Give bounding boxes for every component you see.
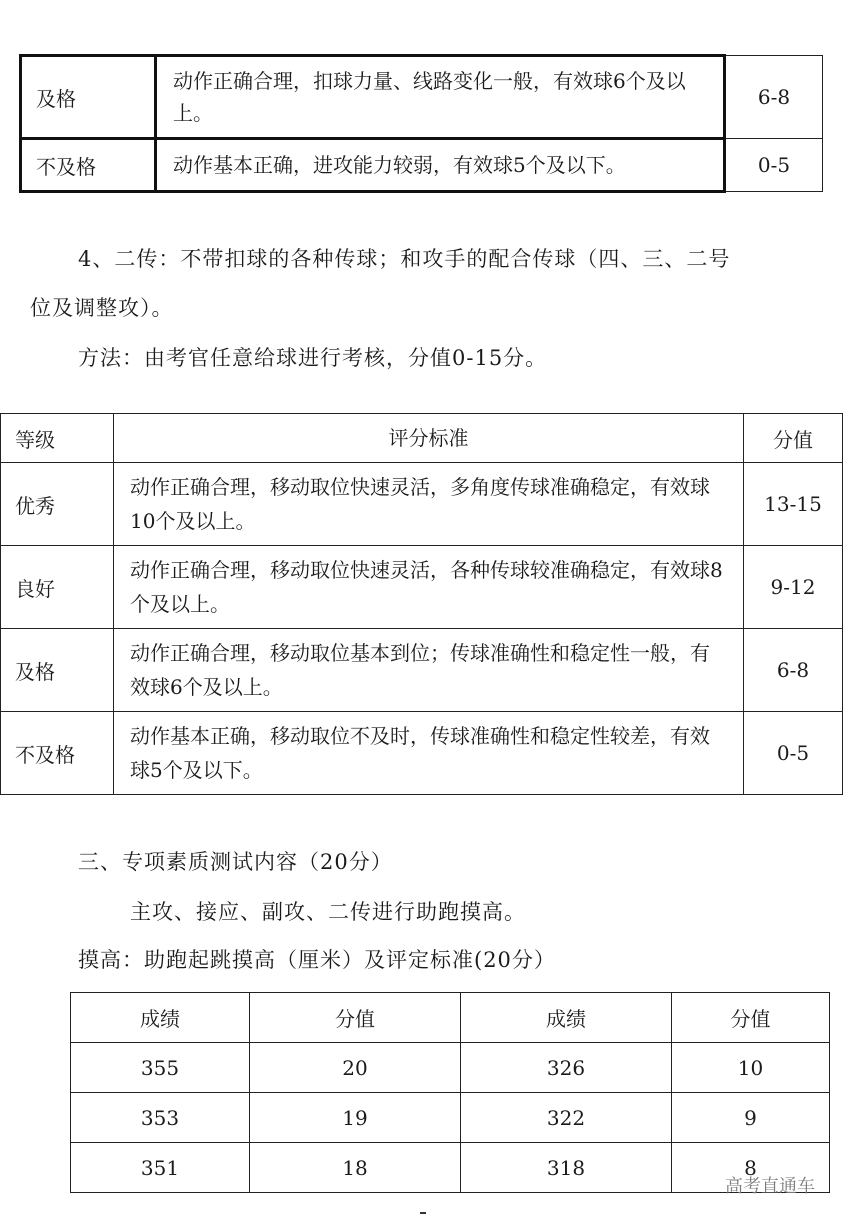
header-result: 成绩 [71, 993, 250, 1043]
cell-score: 9 [672, 1093, 830, 1143]
table-row [71, 1093, 830, 1143]
cell-result: 351 [71, 1143, 250, 1193]
grade-criteria: 动作正确合理，移动取位基本到位；传球准确性和稳定性一般，有效球6个及以上。 [114, 629, 744, 712]
grade-criteria: 动作正确合理，扣球力量、线路变化一般，有效球6个及以上。 [156, 56, 725, 139]
grade-criteria: 动作基本正确，移动取位不及时，传球准确性和稳定性较差，有效球5个及以下。 [114, 712, 744, 795]
header-level: 等级 [1, 414, 114, 463]
grade-level: 及格 [21, 56, 156, 139]
watermark-text: 高考直通车 [725, 1176, 815, 1197]
cell-score: 8 [672, 1143, 830, 1193]
table-row [1, 712, 843, 795]
table-row [71, 1143, 830, 1193]
table-row [1, 463, 843, 546]
table-row [21, 139, 823, 192]
grade-score: 6-8 [725, 56, 823, 139]
table-row [71, 1043, 830, 1093]
table-row [21, 56, 823, 139]
section3-title: 三、专项素质测试内容（20分） [78, 850, 393, 874]
grade-criteria: 动作正确合理，移动取位快速灵活，各种传球较准确稳定，有效球8个及以上。 [114, 546, 744, 629]
table-header-row [71, 993, 830, 1043]
grading-table-spike [19, 54, 823, 193]
grade-score: 0-5 [744, 712, 843, 795]
grade-level: 不及格 [1, 712, 114, 795]
grade-criteria: 动作基本正确，进攻能力较弱，有效球5个及以下。 [156, 139, 725, 192]
section4-method: 方法：由考官任意给球进行考核，分值0-15分。 [78, 346, 548, 370]
page-footer-mark [420, 1212, 426, 1214]
cell-score: 10 [672, 1043, 830, 1093]
table-row [1, 546, 843, 629]
cell-result: 322 [461, 1093, 672, 1143]
grade-score: 0-5 [725, 139, 823, 192]
cell-score: 20 [250, 1043, 461, 1093]
cell-score: 18 [250, 1143, 461, 1193]
table-row [1, 629, 843, 712]
cell-result: 326 [461, 1043, 672, 1093]
header-score: 分值 [250, 993, 461, 1043]
grade-level: 及格 [1, 629, 114, 712]
table-header-row [1, 414, 843, 463]
grading-table-setting [0, 413, 843, 795]
grade-criteria: 动作正确合理，移动取位快速灵活，多角度传球准确稳定，有效球10个及以上。 [114, 463, 744, 546]
section4-line2: 位及调整攻）。 [30, 296, 174, 320]
grade-level: 不及格 [21, 139, 156, 192]
grade-score: 13-15 [744, 463, 843, 546]
header-criteria: 评分标准 [114, 414, 744, 463]
touch-height-table [70, 992, 830, 1193]
grade-score: 6-8 [744, 629, 843, 712]
grade-level: 良好 [1, 546, 114, 629]
header-score: 分值 [744, 414, 843, 463]
cell-score: 19 [250, 1093, 461, 1143]
section3-touch: 摸高：助跑起跳摸高（厘米）及评定标准(20分） [78, 948, 556, 972]
section4-line1: 4、二传：不带扣球的各种传球；和攻手的配合传球（四、三、二号 [78, 247, 731, 271]
section3-sub: 主攻、接应、副攻、二传进行助跑摸高。 [130, 900, 526, 924]
header-result: 成绩 [461, 993, 672, 1043]
header-score: 分值 [672, 993, 830, 1043]
grade-score: 9-12 [744, 546, 843, 629]
cell-result: 353 [71, 1093, 250, 1143]
grade-level: 优秀 [1, 463, 114, 546]
cell-result: 355 [71, 1043, 250, 1093]
cell-result: 318 [461, 1143, 672, 1193]
